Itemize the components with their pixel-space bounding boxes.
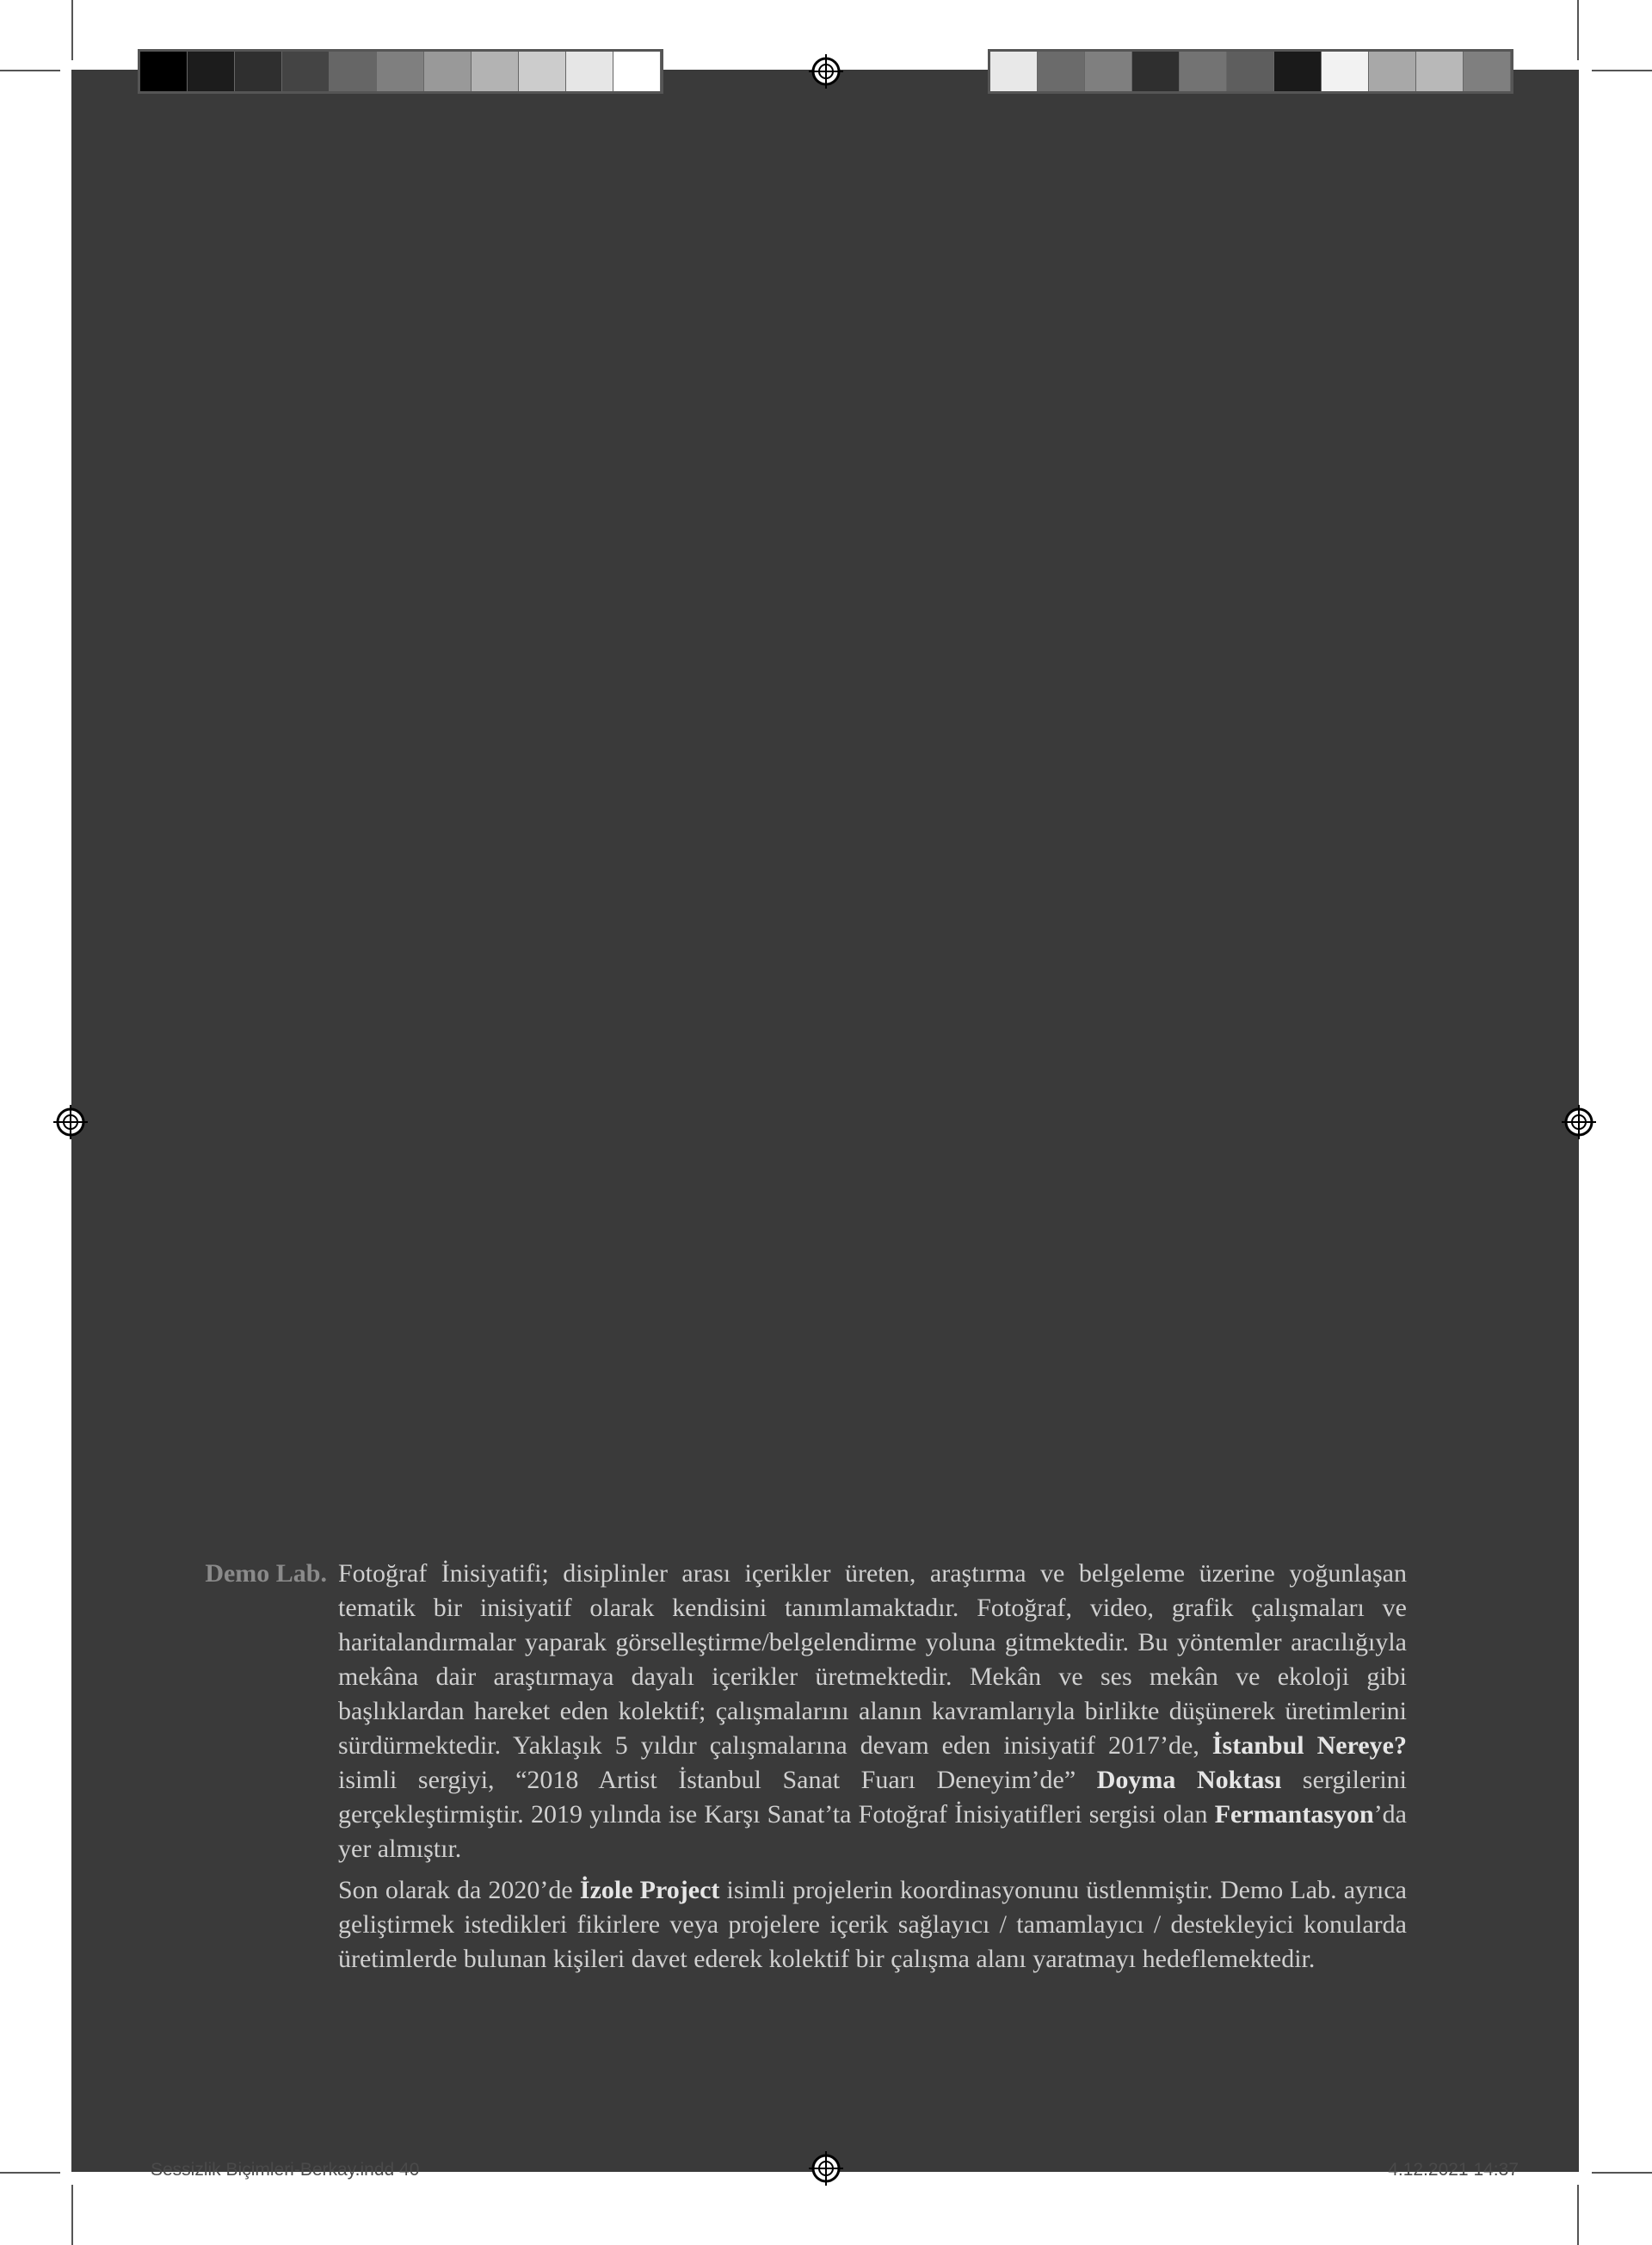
artist-bio — [185, 1557, 1407, 1983]
color-swatch — [377, 52, 424, 91]
color-bar-left — [138, 49, 663, 94]
registration-mark-icon — [53, 1105, 88, 1139]
color-swatch — [282, 52, 330, 91]
crop-mark — [0, 70, 60, 71]
color-swatch — [330, 52, 377, 91]
color-swatch — [519, 52, 566, 91]
bio-body — [338, 1557, 1407, 1977]
bio-emphasis: İzole Project — [579, 1876, 720, 1904]
crop-mark — [1577, 2185, 1579, 2245]
slug-file-info: Sessizlik Biçimleri-Berkay.indd 40 — [151, 2160, 420, 2180]
bio-lead-label: Demo Lab. — [205, 1559, 327, 1588]
color-swatch — [566, 52, 613, 91]
color-swatch — [1464, 52, 1511, 91]
bio-text: isimli projelerin koordinasyonunu üstlenmiştir. Demo Lab. ayrıca geliştirmek istedikleri fikirlere veya projelere içerik sağlayıcı / tamamlayıcı / destekleyici konularda üretimlerde bulunan kişileri davet ederek kolektif bir çalışma alanı yaratmayı hedeflemektedir. — [338, 1876, 1408, 1973]
bio-text: sergilerini gerçekleştirmiştir. 2019 yılında ise Karşı Sanat’ta Fotoğraf İnisiyatifleri sergisi olan — [338, 1766, 1407, 1829]
crop-mark — [71, 2185, 73, 2245]
color-bar-right — [988, 49, 1513, 94]
crop-mark — [1592, 70, 1652, 71]
bio-text: isimli sergiyi, “2018 Artist İstanbul Sanat Fuarı Deneyim’de” — [338, 1766, 1097, 1794]
color-swatch — [140, 52, 188, 91]
bio-text: Fotoğraf İnisiyatifi; disiplinler arası içerikler üreten, araştırma ve belgeleme üzerine yoğunlaşan tematik bir inisiyatif olarak kendisini tanımlamaktadır. Fotoğraf, video, grafik çalışmaları ve haritalandırmalar yaparak görselleştirme/belgelendirme yoluna gitmektedir. Bu yöntemler aracılığıyla mekâna dair araştırmaya dayalı içerikler üretmektedir. Mekân ve ses mekân ve ekoloji gibi başlıklardan hareket eden kolektif; çalışmalarını alanın kavramlarıyla birlikte düşünerek üretimlerini sürdürmektedir. Yaklaşık 5 yıldır çalışmalarına devam eden inisiyatif 2017’de, — [338, 1559, 1407, 1760]
crop-mark — [1577, 0, 1579, 60]
color-swatch — [1322, 52, 1369, 91]
bio-text: Son olarak da 2020’de — [338, 1876, 580, 1904]
color-swatch — [613, 52, 661, 91]
bio-paragraph — [338, 1873, 1407, 1977]
color-swatch — [235, 52, 282, 91]
color-swatch — [1132, 52, 1180, 91]
slug-date-info: 4.12.2021 14:37 — [1388, 2160, 1519, 2180]
color-swatch — [1038, 52, 1085, 91]
color-swatch — [1085, 52, 1132, 91]
registration-mark-icon — [809, 54, 843, 89]
bio-text: ’da yer almıştır. — [338, 1800, 1407, 1863]
color-swatch — [1274, 52, 1322, 91]
color-swatch — [1416, 52, 1464, 91]
bio-emphasis: Fermantasyon — [1214, 1800, 1374, 1829]
color-swatch — [1227, 52, 1274, 91]
color-swatch — [472, 52, 519, 91]
crop-mark — [71, 0, 73, 60]
color-swatch — [1369, 52, 1416, 91]
bio-emphasis: İstanbul Nereye? — [1211, 1731, 1407, 1760]
bio-emphasis: Doyma Noktası — [1096, 1766, 1282, 1794]
color-swatch — [188, 52, 235, 91]
color-swatch — [990, 52, 1038, 91]
crop-mark — [1592, 2172, 1652, 2174]
bio-paragraph — [338, 1557, 1407, 1866]
crop-mark — [0, 2172, 60, 2174]
registration-mark-icon — [1562, 1105, 1596, 1139]
color-swatch — [424, 52, 472, 91]
registration-mark-icon — [809, 2151, 843, 2186]
color-swatch — [1180, 52, 1227, 91]
